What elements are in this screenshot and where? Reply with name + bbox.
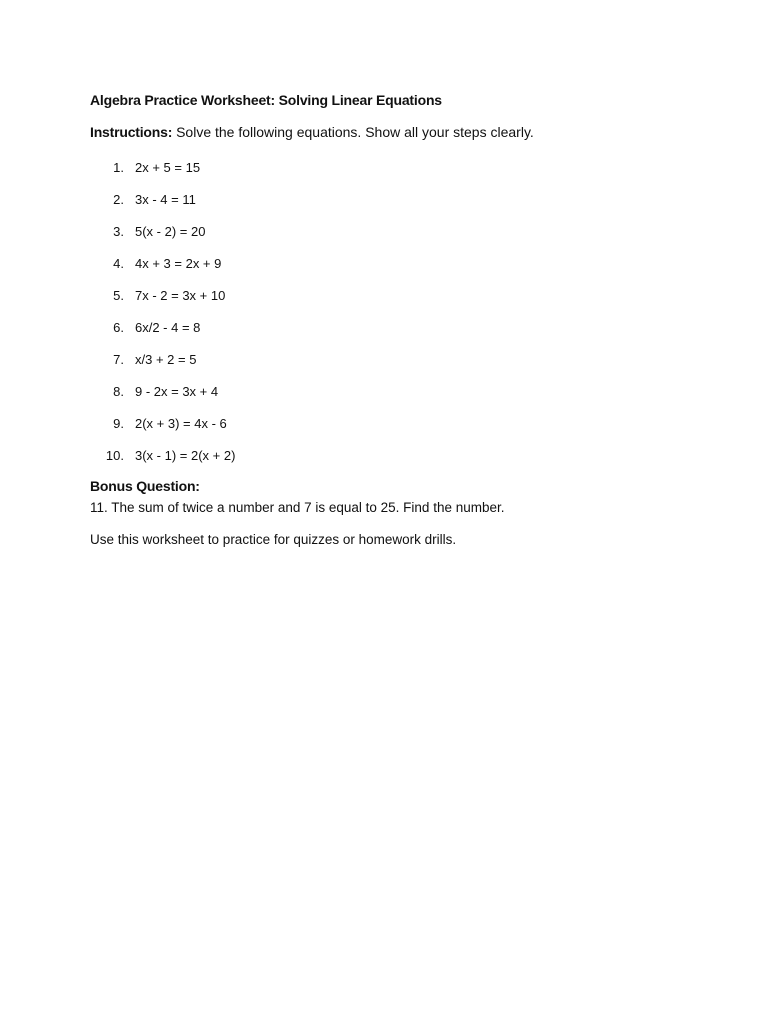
problem-equation: 4x + 3 = 2x + 9 bbox=[135, 256, 222, 271]
problem-number: 2. bbox=[113, 192, 124, 207]
instructions-label: Instructions: bbox=[90, 124, 173, 140]
problem-number: 6. bbox=[113, 320, 124, 335]
problem-equation: 2(x + 3) = 4x - 6 bbox=[135, 416, 227, 431]
bonus-heading: Bonus Question: bbox=[90, 478, 200, 494]
problem-equation: x/3 + 2 = 5 bbox=[135, 352, 197, 367]
problem-number: 4. bbox=[113, 256, 124, 271]
problem-number: 3. bbox=[113, 224, 124, 239]
bonus-question: 11. The sum of twice a number and 7 is equal to 25. Find the number. bbox=[90, 500, 505, 515]
problem-number: 9. bbox=[113, 416, 124, 431]
problem-number: 7. bbox=[113, 352, 124, 367]
worksheet-title: Algebra Practice Worksheet: Solving Linear Equations bbox=[90, 92, 442, 108]
problem-number: 5. bbox=[113, 288, 124, 303]
problem-number: 8. bbox=[113, 384, 124, 399]
problem-number: 10. bbox=[105, 448, 124, 463]
footer-note: Use this worksheet to practice for quizzes or homework drills. bbox=[90, 532, 457, 547]
problem-equation: 9 - 2x = 3x + 4 bbox=[135, 384, 219, 399]
problem-number: 1. bbox=[113, 160, 124, 175]
problem-equation: 7x - 2 = 3x + 10 bbox=[135, 288, 226, 303]
instructions-paragraph bbox=[90, 124, 534, 140]
problem-equation: 5(x - 2) = 20 bbox=[135, 224, 206, 239]
problem-equation: 3(x - 1) = 2(x + 2) bbox=[135, 448, 236, 463]
instructions-text: Solve the following equations. Show all your steps clearly. bbox=[176, 124, 534, 140]
problem-equation: 3x - 4 = 11 bbox=[135, 192, 196, 207]
problem-equation: 6x/2 - 4 = 8 bbox=[135, 320, 201, 335]
problem-equation: 2x + 5 = 15 bbox=[135, 160, 201, 175]
